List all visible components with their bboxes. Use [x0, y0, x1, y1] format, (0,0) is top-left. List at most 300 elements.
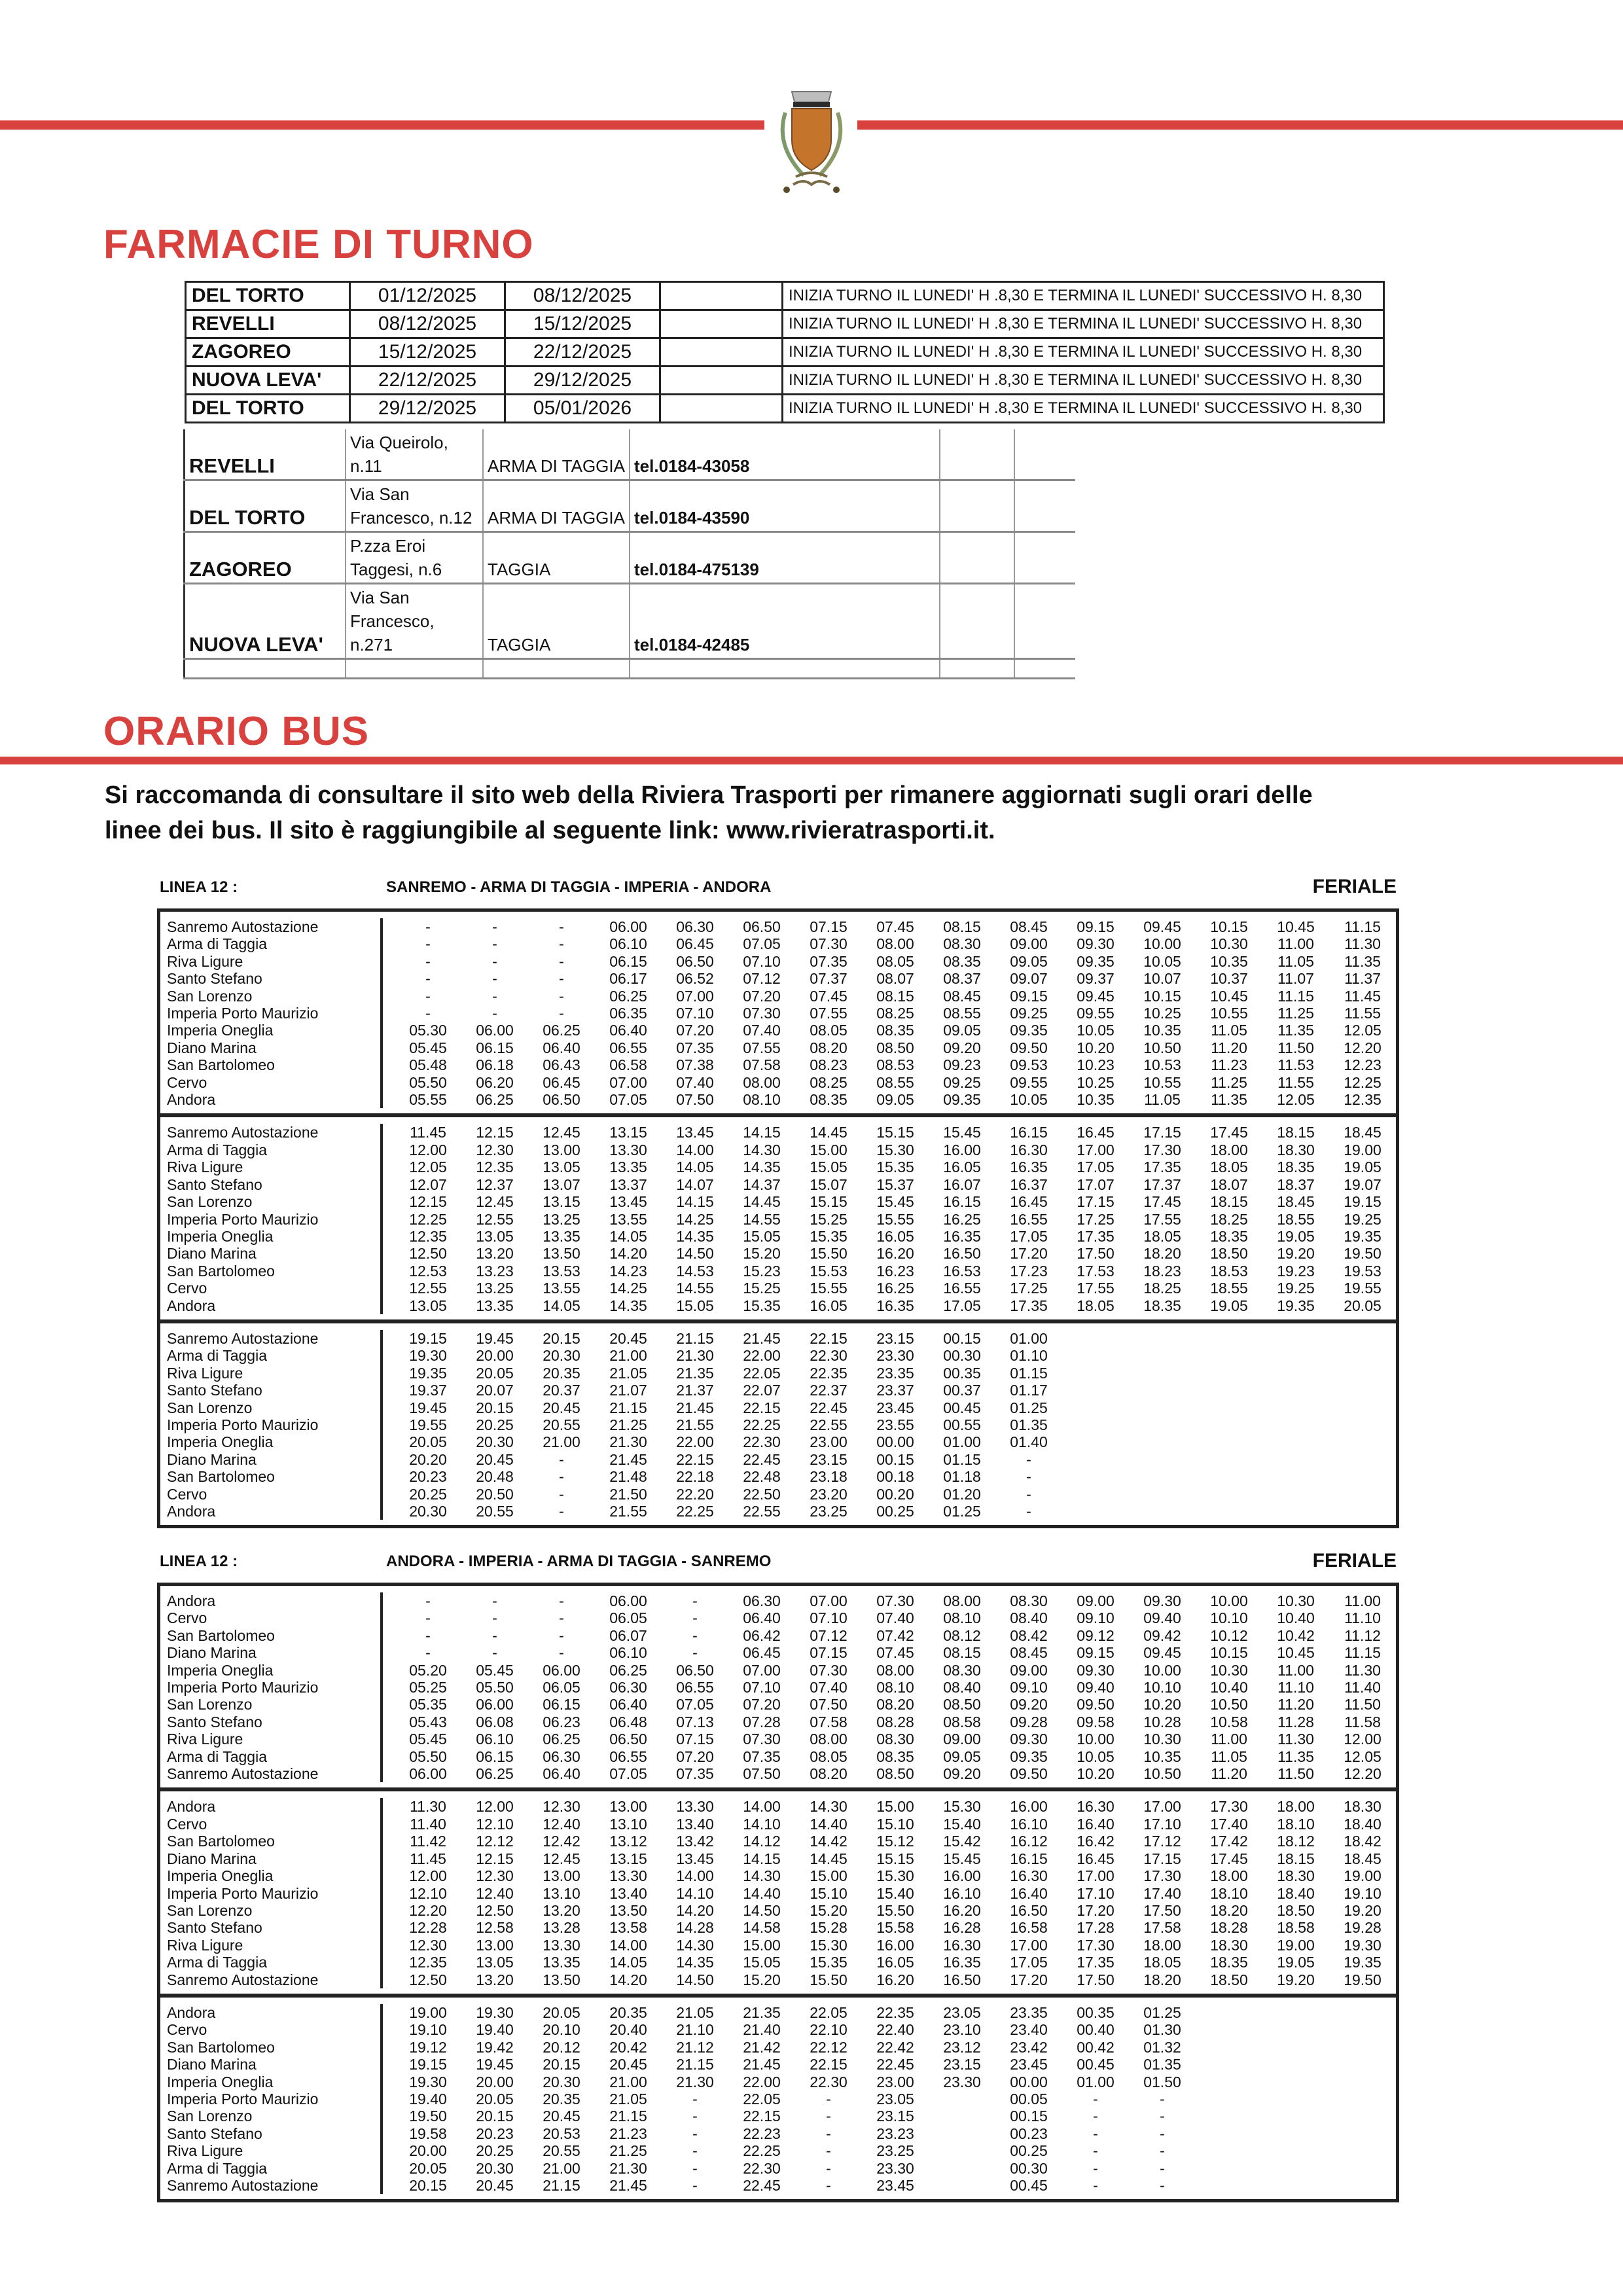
departure-time: 16.50: [943, 1245, 981, 1263]
departure-time: 15.25: [743, 1280, 781, 1297]
departure-time: 20.05: [476, 2090, 514, 2108]
departure-time: 05.50: [476, 1679, 514, 1696]
departure-time: -: [559, 1644, 564, 1662]
pharmacy-name: REVELLI: [185, 429, 346, 480]
departure-time: 10.20: [1143, 1696, 1181, 1713]
departure-time: 22.05: [810, 2003, 847, 2021]
start-date: 15/12/2025: [350, 338, 505, 367]
departure-time: 11.28: [1277, 1713, 1314, 1731]
departure-time: 01.25: [943, 1503, 981, 1520]
departure-times: [383, 1330, 1396, 1520]
stop-name: Andora: [167, 1091, 216, 1109]
departure-time: 07.05: [743, 935, 781, 953]
departure-time: 10.12: [1210, 1626, 1248, 1644]
departure-time: 07.20: [743, 1696, 781, 1713]
departure-time: 14.05: [676, 1158, 714, 1176]
departure-time: -: [425, 1626, 431, 1644]
departure-time: 06.52: [676, 970, 714, 988]
departure-time: 15.55: [876, 1210, 914, 1228]
departure-time: -: [492, 935, 497, 953]
departure-time: 07.05: [609, 1091, 647, 1109]
departure-time: 22.50: [743, 1485, 781, 1503]
departure-time: 13.10: [543, 1884, 580, 1902]
departure-time: [1062, 1365, 1129, 1382]
departure-time: [929, 2160, 995, 2177]
departure-time: 13.53: [543, 1262, 580, 1280]
departure-time: 18.25: [1210, 1210, 1248, 1228]
departure-time: 13.45: [676, 1124, 714, 1141]
departure-time: 06.40: [609, 1022, 647, 1039]
departure-time: 23.23: [876, 2125, 914, 2142]
departure-time: 06.18: [476, 1056, 514, 1074]
departure-time: 21.00: [543, 1433, 580, 1451]
departure-time: 18.05: [1210, 1158, 1248, 1176]
departure-times: [383, 1124, 1396, 1314]
departure-time: [1329, 2177, 1396, 2194]
departure-time: 07.30: [743, 1005, 781, 1022]
departure-time: 14.23: [609, 1262, 647, 1280]
departure-time: 11.30: [1344, 1661, 1381, 1679]
departure-time: 13.20: [476, 1245, 514, 1263]
departure-time: 01.25: [1143, 2003, 1181, 2021]
departure-time: 15.55: [810, 1280, 847, 1297]
departure-time: 10.00: [1077, 1731, 1115, 1748]
departure-time: 20.30: [476, 2159, 514, 2177]
departure-time: 10.30: [1210, 935, 1248, 953]
departure-time: 16.00: [943, 1141, 981, 1158]
departure-time: 01.30: [1143, 2021, 1181, 2039]
departure-time: 07.30: [810, 935, 847, 953]
departure-time: -: [425, 1592, 431, 1609]
shift-note: INIZIA TURNO IL LUNEDI' H .8,30 E TERMINA IL LUNEDI' SUCCESSIVO H. 8,30: [783, 338, 1384, 367]
departure-time: -: [492, 1592, 497, 1609]
departure-time: 11.50: [1344, 1696, 1381, 1713]
departure-time: 17.00: [1010, 1936, 1048, 1954]
departure-time: 07.28: [743, 1713, 781, 1731]
departure-time: 07.35: [743, 1748, 781, 1765]
departure-time: 13.25: [543, 1210, 580, 1228]
departure-time: 21.15: [676, 1329, 714, 1347]
departure-time: 15.30: [810, 1936, 847, 1954]
departure-time: 14.00: [676, 1867, 714, 1885]
departure-time: 17.20: [1077, 1901, 1115, 1919]
departure-time: 14.12: [743, 1833, 781, 1850]
departure-time: 11.20: [1211, 1039, 1247, 1056]
departure-time: 08.20: [810, 1039, 847, 1056]
departure-time: 16.15: [1010, 1124, 1048, 1141]
departure-time: [1129, 1468, 1196, 1485]
departure-time: 17.23: [1010, 1262, 1048, 1280]
stop-name: Riva Ligure: [167, 2142, 243, 2160]
departure-time: -: [692, 2125, 698, 2142]
departure-time: 14.10: [676, 1884, 714, 1902]
departure-time: 07.00: [609, 1073, 647, 1091]
stop-name: Imperia Oneglia: [167, 2073, 274, 2090]
stop-name: Imperia Porto Maurizio: [167, 1884, 319, 1902]
address-line: Taggesi, n.6: [350, 560, 442, 579]
departure-time: 23.35: [1010, 2003, 1048, 2021]
stop-list: [160, 918, 383, 1108]
departure-times: [383, 2004, 1396, 2194]
departure-time: 10.35: [1210, 952, 1248, 970]
departure-time: 16.30: [1077, 1798, 1115, 1816]
departure-time: 15.00: [743, 1936, 781, 1954]
stop-name: Imperia Oneglia: [167, 1867, 274, 1885]
departure-time: 10.00: [1210, 1592, 1248, 1609]
departure-time: 08.20: [810, 1765, 847, 1783]
departure-time: 20.35: [543, 1364, 580, 1382]
departure-time: 18.00: [1277, 1798, 1315, 1816]
departure-time: 07.58: [810, 1713, 847, 1731]
empty-cell: [346, 659, 483, 679]
departure-time: [1129, 1416, 1196, 1433]
pharmacy-phone: tel.0184-475139: [630, 532, 940, 584]
departure-time: 12.00: [409, 1141, 447, 1158]
departure-time: 10.15: [1210, 1644, 1248, 1662]
departure-time: 18.55: [1210, 1280, 1248, 1297]
departure-time: 06.20: [476, 1073, 514, 1091]
departure-time: 07.50: [676, 1091, 714, 1109]
departure-time: 22.20: [676, 1485, 714, 1503]
departure-time: 06.15: [609, 952, 647, 970]
empty-cell: [1014, 480, 1075, 532]
departure-time: -: [1026, 1503, 1031, 1520]
departure-time: 13.35: [609, 1158, 647, 1176]
stop-name: Imperia Porto Maurizio: [167, 1005, 319, 1022]
departure-time: [1129, 1365, 1196, 1382]
departure-time: 05.45: [409, 1039, 447, 1056]
departure-time: 12.53: [409, 1262, 447, 1280]
departure-time: 22.23: [743, 2125, 781, 2142]
departure-time: 17.37: [1143, 1175, 1181, 1193]
departure-time: 15.50: [810, 1245, 847, 1263]
departure-time: 19.12: [409, 2038, 447, 2056]
departure-time: 22.45: [876, 2056, 914, 2073]
departure-time: 15.35: [810, 1954, 847, 1971]
departure-time: 11.20: [1277, 1696, 1314, 1713]
table-row: [186, 338, 1384, 367]
departure-time: 09.20: [943, 1039, 981, 1056]
departure-time: 13.55: [609, 1210, 647, 1228]
departure-time: 11.00: [1211, 1731, 1247, 1748]
stop-name: Cervo: [167, 1280, 207, 1297]
departure-time: -: [559, 1005, 564, 1022]
departure-time: 20.30: [543, 2073, 580, 2090]
stop-name: Andora: [167, 2003, 216, 2021]
departure-time: 14.45: [743, 1193, 781, 1211]
departure-time: 12.15: [476, 1850, 514, 1867]
departure-time: 23.00: [876, 2073, 914, 2090]
departure-time: 23.42: [1010, 2038, 1048, 2056]
departure-time: 19.45: [476, 1329, 514, 1347]
departure-time: 19.05: [1277, 1227, 1315, 1245]
departure-time: 13.00: [543, 1867, 580, 1885]
stop-name: San Bartolomeo: [167, 1262, 275, 1280]
departure-time: 09.05: [876, 1091, 914, 1109]
departure-time: 13.20: [476, 1971, 514, 1988]
departure-time: 07.20: [743, 987, 781, 1005]
departure-times: [383, 1798, 1396, 1988]
departure-time: 06.25: [543, 1731, 580, 1748]
departure-time: 12.50: [409, 1971, 447, 1988]
departure-time: 06.25: [543, 1022, 580, 1039]
departure-time: 12.05: [1344, 1022, 1382, 1039]
departure-time: 18.20: [1143, 1245, 1181, 1263]
departure-time: 01.00: [1010, 1329, 1048, 1347]
departure-time: 22.45: [810, 1399, 847, 1416]
departure-time: 06.50: [543, 1091, 580, 1109]
departure-time: 20.45: [543, 1399, 580, 1416]
departure-time: 14.45: [810, 1124, 847, 1141]
departure-time: -: [559, 1503, 564, 1520]
departure-time: [1329, 1382, 1396, 1399]
departure-time: 15.05: [676, 1297, 714, 1314]
shift-note: INIZIA TURNO IL LUNEDI' H .8,30 E TERMINA IL LUNEDI' SUCCESSIVO H. 8,30: [783, 282, 1384, 310]
departure-time: 06.00: [609, 918, 647, 935]
departure-time: 06.30: [743, 1592, 781, 1609]
departure-time: -: [692, 2108, 698, 2125]
departure-time: 20.55: [543, 2142, 580, 2160]
departure-time: [1196, 2108, 1262, 2125]
departure-time: 19.30: [409, 2073, 447, 2090]
departure-time: 12.20: [1344, 1039, 1382, 1056]
timetable-block: [160, 1994, 1396, 2199]
departure-time: 20.00: [476, 2073, 514, 2090]
departure-time: 01.15: [1010, 1364, 1048, 1382]
stop-name: Andora: [167, 1592, 216, 1609]
departure-time: 09.50: [1077, 1696, 1115, 1713]
departure-time: 12.40: [476, 1884, 514, 1902]
pharmacy-address: [346, 429, 483, 480]
departure-time: 23.30: [876, 1347, 914, 1365]
departure-time: [1262, 1365, 1329, 1382]
stop-name: San Bartolomeo: [167, 2038, 275, 2056]
departure-time: 15.58: [876, 1919, 914, 1937]
stop-name: Cervo: [167, 1609, 207, 1627]
departure-time: 18.35: [1277, 1158, 1315, 1176]
departure-time: -: [492, 918, 497, 935]
departure-time: 22.55: [810, 1416, 847, 1433]
departure-time: 06.07: [609, 1626, 647, 1644]
departure-time: 12.00: [476, 1798, 514, 1816]
stop-name: San Bartolomeo: [167, 1056, 275, 1074]
departure-time: 12.35: [1344, 1091, 1382, 1109]
departure-time: 17.05: [943, 1297, 981, 1314]
departure-time: [929, 2142, 995, 2159]
departure-time: 08.40: [943, 1679, 981, 1696]
departure-time: 23.55: [876, 1416, 914, 1433]
departure-time: 15.45: [876, 1193, 914, 1211]
departure-time: 12.35: [409, 1954, 447, 1971]
departure-time: -: [559, 935, 564, 953]
departure-time: 22.05: [743, 2090, 781, 2108]
departure-time: 20.45: [543, 2108, 580, 2125]
departure-time: 09.40: [1143, 1609, 1181, 1627]
departure-time: 16.35: [876, 1297, 914, 1314]
line-label: LINEA 12 :: [160, 878, 238, 896]
departure-time: -: [559, 1485, 564, 1503]
stop-name: Arma di Taggia: [167, 1347, 267, 1365]
departure-time: 17.35: [1143, 1158, 1181, 1176]
departure-time: 00.35: [943, 1364, 981, 1382]
departure-time: 08.50: [876, 1765, 914, 1783]
header-rule-right: [857, 120, 1623, 130]
departure-time: 19.45: [476, 2056, 514, 2073]
departure-time: 22.45: [743, 1450, 781, 1468]
departure-time: 00.20: [876, 1485, 914, 1503]
departure-time: 06.05: [543, 1679, 580, 1696]
departure-time: 06.30: [609, 1679, 647, 1696]
departure-time: 13.07: [543, 1175, 580, 1193]
departure-time: 20.50: [476, 1485, 514, 1503]
departure-time: [1262, 1399, 1329, 1416]
departure-time: 01.18: [943, 1468, 981, 1486]
departure-time: [1262, 2108, 1329, 2125]
departure-time: 06.50: [676, 952, 714, 970]
departure-time: 18.40: [1344, 1815, 1382, 1833]
departure-time: 17.35: [1010, 1297, 1048, 1314]
departure-time: 09.15: [1077, 918, 1115, 935]
departure-time: 15.30: [876, 1141, 914, 1158]
departure-time: 05.48: [409, 1056, 447, 1074]
departure-time: 18.37: [1277, 1175, 1315, 1193]
departure-time: 20.35: [543, 2090, 580, 2108]
departure-time: 14.45: [810, 1850, 847, 1867]
departure-time: 23.40: [1010, 2021, 1048, 2039]
departure-time: -: [559, 1626, 564, 1644]
departure-time: 19.00: [1277, 1936, 1315, 1954]
departure-time: 13.50: [543, 1971, 580, 1988]
departure-time: 10.15: [1210, 918, 1248, 935]
address-line: n.11: [350, 456, 382, 476]
departure-time: 18.35: [1210, 1227, 1248, 1245]
departure-time: 13.30: [609, 1867, 647, 1885]
departure-time: 08.00: [743, 1073, 781, 1091]
departure-time: [1329, 2039, 1396, 2056]
departure-time: 16.40: [1010, 1884, 1048, 1902]
departure-time: 11.15: [1344, 918, 1381, 935]
departure-time: 06.15: [476, 1748, 514, 1765]
departure-time: 14.25: [676, 1210, 714, 1228]
departure-time: 07.15: [676, 1731, 714, 1748]
departure-time: -: [692, 2177, 698, 2194]
departure-time: 17.35: [1077, 1227, 1115, 1245]
departure-time: 10.40: [1277, 1609, 1315, 1627]
departure-time: 08.28: [876, 1713, 914, 1731]
departure-time: 09.00: [1077, 1592, 1115, 1609]
departure-time: [1329, 2125, 1396, 2142]
departure-time: 05.45: [409, 1731, 447, 1748]
empty-cell: [660, 282, 783, 310]
departure-time: [929, 2108, 995, 2125]
empty-cell: [940, 480, 1014, 532]
stop-name: Arma di Taggia: [167, 1141, 267, 1158]
departure-time: 15.05: [743, 1954, 781, 1971]
departure-time: 21.15: [609, 2108, 647, 2125]
departure-time: 06.30: [676, 918, 714, 935]
table-row: [186, 395, 1384, 423]
departure-time: [1129, 1451, 1196, 1468]
departure-time: 21.35: [676, 1364, 714, 1382]
departure-time: 14.53: [676, 1262, 714, 1280]
departure-time: 09.23: [943, 1056, 981, 1074]
departure-time: -: [425, 1609, 431, 1627]
departure-time: 16.25: [943, 1210, 981, 1228]
departure-time: 16.23: [876, 1262, 914, 1280]
departure-time: 16.00: [876, 1936, 914, 1954]
empty-cell: [1014, 532, 1075, 584]
stop-name: Andora: [167, 1297, 216, 1314]
departure-time: 20.12: [543, 2038, 580, 2056]
route-label: ANDORA - IMPERIA - ARMA DI TAGGIA - SANREMO: [386, 1552, 772, 1570]
departure-time: 17.05: [1010, 1954, 1048, 1971]
departure-time: 17.30: [1077, 1936, 1115, 1954]
departure-time: [1329, 2004, 1396, 2021]
departure-time: [1329, 2073, 1396, 2090]
departure-time: 06.00: [609, 1592, 647, 1609]
departure-time: 10.53: [1143, 1056, 1181, 1074]
departure-time: 10.28: [1143, 1713, 1181, 1731]
departure-time: 22.10: [810, 2021, 847, 2039]
departure-time: 13.30: [609, 1141, 647, 1158]
departure-time: 08.00: [810, 1731, 847, 1748]
departure-time: 20.55: [543, 1416, 580, 1433]
departure-time: [929, 2125, 995, 2142]
departure-time: 16.45: [1010, 1193, 1048, 1211]
departure-time: 07.35: [676, 1039, 714, 1056]
departure-time: 17.30: [1143, 1867, 1181, 1885]
departure-time: 22.48: [743, 1468, 781, 1486]
departure-time: -: [826, 2142, 831, 2160]
departure-time: [1196, 1486, 1262, 1503]
stop-name: Riva Ligure: [167, 1936, 243, 1954]
departure-time: 22.45: [743, 2177, 781, 2194]
departure-time: 13.12: [609, 1833, 647, 1850]
departure-time: 13.45: [676, 1850, 714, 1867]
departure-time: 18.45: [1344, 1124, 1382, 1141]
departure-time: 12.05: [409, 1158, 447, 1176]
departure-time: 11.45: [410, 1124, 446, 1141]
departure-time: 11.35: [1277, 1748, 1314, 1765]
departure-time: 16.05: [876, 1954, 914, 1971]
departure-time: 18.42: [1344, 1833, 1382, 1850]
departure-time: 23.05: [876, 2090, 914, 2108]
departure-time: 19.55: [1344, 1280, 1382, 1297]
pharmacy-city: ARMA DI TAGGIA: [483, 480, 630, 532]
departure-time: 08.30: [943, 935, 981, 953]
departure-time: 10.55: [1143, 1073, 1181, 1091]
departure-time: 17.15: [1077, 1193, 1115, 1211]
departure-time: 12.40: [543, 1815, 580, 1833]
departure-time: 20.23: [476, 2125, 514, 2142]
departure-time: [1329, 2160, 1396, 2177]
departure-time: 14.25: [609, 1280, 647, 1297]
stop-list: [160, 1592, 383, 1782]
departure-time: -: [826, 2090, 831, 2108]
departure-time: [1262, 2090, 1329, 2108]
departure-time: 15.15: [876, 1850, 914, 1867]
departure-time: 23.00: [810, 1433, 847, 1451]
departure-time: 13.05: [476, 1954, 514, 1971]
departure-time: 14.20: [676, 1901, 714, 1919]
departure-time: [1329, 1503, 1396, 1520]
departure-time: [1196, 2021, 1262, 2038]
departure-time: 09.35: [943, 1091, 981, 1109]
departure-time: [1196, 2177, 1262, 2194]
departure-time: 19.10: [1344, 1884, 1382, 1902]
departure-time: 07.20: [676, 1748, 714, 1765]
departure-time: [1062, 1399, 1129, 1416]
